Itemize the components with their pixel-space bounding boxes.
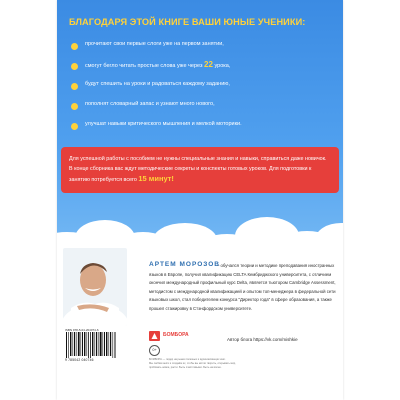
bullet-dot-icon [71,63,78,70]
author-photo [63,248,127,326]
isbn: ISBN 978-5-04-204074-6 [65,328,99,332]
info-box-text: Для успешной работы с пособием не нужны специальные знания и навыки, справиться даже новичок. В конце сборника вас ждут методические секреты и конспекты готовых уроков. Для подготовки к занятию потребуется всего 15 минут! [69,156,327,183]
lesson-count: 22 [204,60,213,69]
bullet-dot-icon [71,83,78,90]
list-item: улучшат навыки критического мышления и мелкой моторики. [71,120,336,140]
age-rating: 0+ [149,345,160,356]
bullet-dot-icon [71,103,78,110]
author-bio: — обучался теории и методике преподавания иностранных языков в Европе, получил квалификацию CELTA Кембриджского университета, с отличием окончил международный профильный курс Delta, является тьютором Cambridge Assessment, методистом с международной квалификацией и опытом топ-менеджера в федеральной сети языковых школ, стал победителем конкурса "Директор года" в сфере образования, а также прошел стажировку в Стэнфордском университете. [149,263,336,311]
barcode-icon [65,332,117,358]
benefits-heading: БЛАГОДАРЯ ЭТОЙ КНИГЕ ВАШИ ЮНЫЕ УЧЕНИКИ: [69,17,306,27]
legal-notice: БОМБОРА — лидер на рынке полезных и вдохновляющих книг. Мы любим книги и создаём их, чтобы вы могли творить, открывать мир, пробовать новое, расти. Быть счастливыми. Быть на волне. [149,358,236,369]
author-blog: Автор блога https://vk.com/mishkie [227,337,298,342]
barcode-number: 9 785042 040746 [65,358,94,362]
list-item: будут спешить на уроки и радоваться каждому заданию, [71,80,336,100]
benefits-list [71,40,336,140]
list-item: пополнят словарный запас и узнают много нового, [71,100,336,120]
list-item: смогут бегло читать простые слова уже через 22 урока, [71,60,336,80]
publisher-name: БОМБОРА [163,332,189,338]
author-portrait-icon [63,248,127,326]
book-back-cover [57,0,343,400]
list-item: прочитают свои первые слоги уже на первом занятии, [71,40,336,60]
bullet-dot-icon [71,123,78,130]
bullet-dot-icon [71,43,78,50]
info-box-highlight: 15 минут! [138,174,174,183]
info-box [61,147,339,193]
author-name: АРТЕМ МОРОЗОВ [149,261,220,268]
